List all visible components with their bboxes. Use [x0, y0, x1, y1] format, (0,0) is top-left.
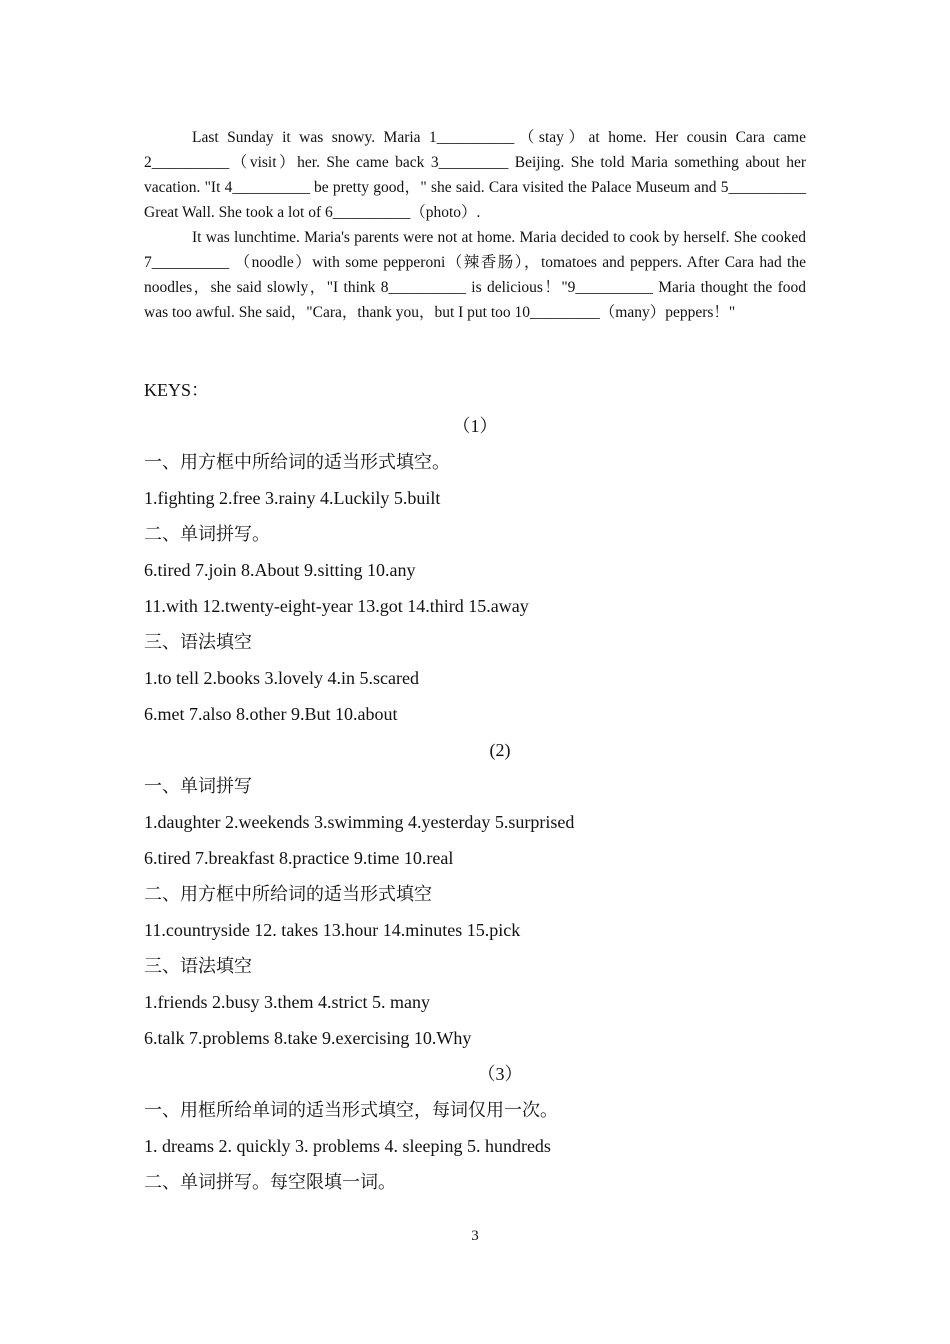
- passage-paragraph-1: Last Sunday it was snowy. Maria 1__________（stay）at home. Her cousin Cara came 2__________（visit）her. She came back 3_________ Beijing. She told Maria something about her vacation. "It 4__________ be pretty good，" she said. Cara visited the Palace Museum and 5__________ Great Wall. She took a lot of 6__________（photo）.: [144, 129, 806, 221]
- section-2-part-1-title: 一、单词拼写: [144, 776, 252, 796]
- section-2-part-3-answers-a: 1.friends 2.busy 3.them 4.strict 5. many: [144, 992, 430, 1012]
- section-2-part-2-answers: 11.countryside 12. takes 13.hour 14.minutes 15.pick: [144, 920, 521, 940]
- cloze-passage: [144, 125, 806, 325]
- section-2-part-2-title: 二、用方框中所给词的适当形式填空: [144, 884, 432, 904]
- section-1-part-3-answers-a: 1.to tell 2.books 3.lovely 4.in 5.scared: [144, 668, 419, 688]
- section-1-part-1-title: 一、用方框中所给词的适当形式填空。: [144, 452, 450, 472]
- page-number: 3: [471, 1228, 479, 1244]
- passage-paragraph-2: It was lunchtime. Maria's parents were not at home. Maria decided to cook by herself. She cooked 7__________ （noodle）with some pepperoni（辣香肠），tomatoes and peppers. After Cara had the noodles，she said slowly，"I think 8__________ is delicious！"9__________ Maria thought the food was too awful. She said，"Cara，thank you，but I put too 10_________（many）peppers！": [144, 229, 806, 321]
- section-1-part-2-answers-a: 6.tired 7.join 8.About 9.sitting 10.any: [144, 560, 416, 580]
- section-3-heading: （3）: [477, 1064, 523, 1084]
- section-1-part-2-answers-b: 11.with 12.twenty-eight-year 13.got 14.third 15.away: [144, 596, 529, 616]
- section-2-part-3-answers-b: 6.talk 7.problems 8.take 9.exercising 10.Why: [144, 1028, 472, 1048]
- section-1-part-3-answers-b: 6.met 7.also 8.other 9.But 10.about: [144, 704, 398, 724]
- keys-title: KEYS：: [144, 380, 210, 400]
- section-2-part-3-title: 三、语法填空: [144, 956, 252, 976]
- section-3-part-1-answers: 1. dreams 2. quickly 3. problems 4. sleeping 5. hundreds: [144, 1136, 551, 1156]
- section-3-part-1-title: 一、用框所给单词的适当形式填空，每词仅用一次。: [144, 1100, 558, 1120]
- section-1-heading: （1）: [452, 416, 498, 436]
- section-3-part-2-title: 二、单词拼写。每空限填一词。: [144, 1172, 396, 1192]
- section-2-part-1-answers-b: 6.tired 7.breakfast 8.practice 9.time 10.real: [144, 848, 454, 868]
- section-2-part-1-answers-a: 1.daughter 2.weekends 3.swimming 4.yesterday 5.surprised: [144, 812, 575, 832]
- section-1-part-1-answers: 1.fighting 2.free 3.rainy 4.Luckily 5.built: [144, 488, 441, 508]
- section-1-part-2-title: 二、单词拼写。: [144, 524, 270, 544]
- section-1-part-3-title: 三、语法填空: [144, 632, 252, 652]
- answer-keys: [144, 372, 806, 1200]
- section-2-heading: (2): [489, 740, 511, 760]
